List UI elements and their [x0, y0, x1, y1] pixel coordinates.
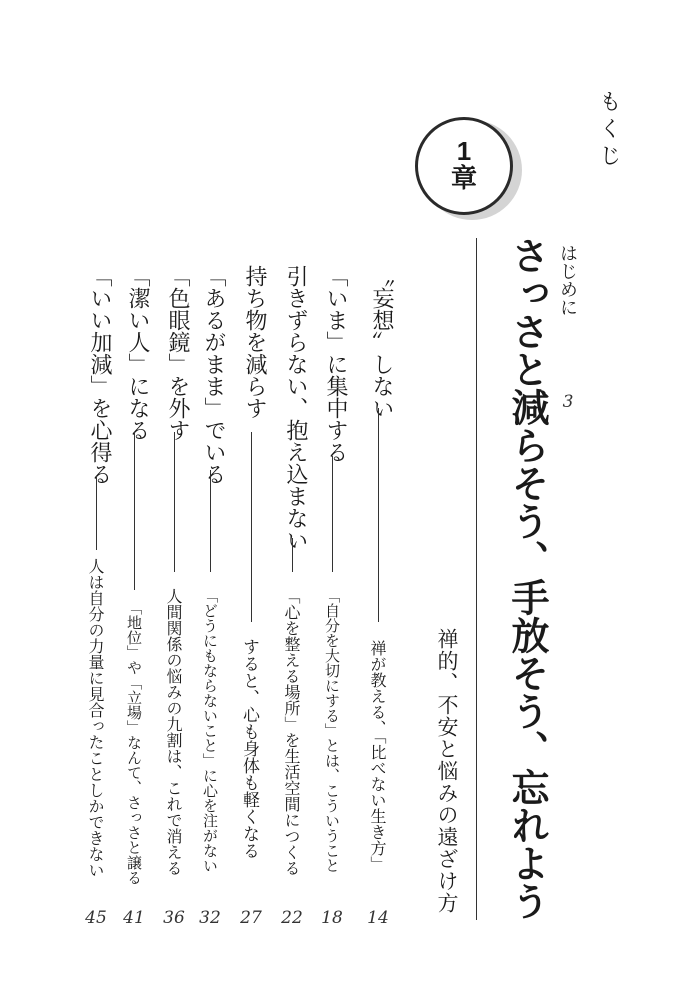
toc-page-number: 22: [281, 908, 303, 928]
toc-page-number: 27: [240, 908, 262, 928]
chapter-title: さっさと減らそう、手放そう、忘れよう: [505, 236, 549, 920]
toc-entry-subtitle: 禅が教える、「比べない生き方」: [368, 640, 387, 872]
toc-page-number: 36: [163, 908, 185, 928]
toc-leader-line: [134, 432, 135, 590]
toc-page-number: 45: [85, 908, 107, 928]
toc-leader-line: [96, 476, 97, 550]
toc-entry-title[interactable]: 引きずらない、抱え込まない: [283, 265, 308, 551]
chapter-divider: [476, 238, 477, 920]
toc-entry-title[interactable]: 〝妄想〟しない: [369, 265, 394, 419]
toc-entry-title[interactable]: 「色眼鏡」を外す: [165, 265, 190, 441]
toc-heading: もくじ: [596, 90, 621, 171]
toc-leader-line: [174, 432, 175, 572]
chapter-badge: [410, 112, 520, 222]
toc-leader-line: [251, 432, 252, 622]
chapter-number: 1: [456, 136, 472, 166]
toc-entry-title[interactable]: 「いま」に集中する: [323, 265, 348, 463]
toc-page-number: 18: [321, 908, 343, 928]
toc-leader-line: [210, 470, 211, 572]
toc-entry-title[interactable]: 「あるがまま」でいる: [201, 265, 226, 485]
chapter-subtitle: 禅的、不安と悩みの遠ざけ方: [435, 628, 459, 914]
toc-entry-subtitle: 「心を整える場所」を生活空間につくる: [282, 588, 301, 876]
toc-entry-title[interactable]: 「潔い人」になる: [125, 265, 150, 441]
toc-entry-subtitle: 「どうにもならないこと」に心を注がない: [201, 588, 219, 873]
toc-page-number: 14: [367, 908, 389, 928]
chapter-kanji: 章: [450, 164, 477, 194]
badge-text: [415, 117, 513, 215]
toc-entry-subtitle: 人は自分の力量に見合ったことしかできない: [86, 558, 105, 878]
toc-entry-title[interactable]: 持ち物を減らす: [242, 265, 267, 419]
toc-page-number: 41: [123, 908, 145, 928]
toc-entry-subtitle: すると、心も身体も軽くなる: [239, 638, 259, 859]
toc-entry-subtitle: 「自分を大切にする」とは、こういうこと: [323, 588, 341, 873]
toc-leader-line: [332, 456, 333, 572]
intro-page-number: 3: [562, 392, 574, 412]
toc-leader-line: [292, 538, 293, 572]
toc-leader-line: [378, 408, 379, 622]
toc-page-number: 32: [199, 908, 221, 928]
toc-entry-subtitle: 「地位」や「立場」なんて、さっさと譲る: [125, 600, 143, 885]
toc-entry-title[interactable]: 「いい加減」を心得る: [87, 265, 112, 485]
toc-entry-subtitle: 人間関係の悩みの九割は、これで消える: [164, 588, 183, 876]
intro-label[interactable]: はじめに: [557, 244, 578, 316]
